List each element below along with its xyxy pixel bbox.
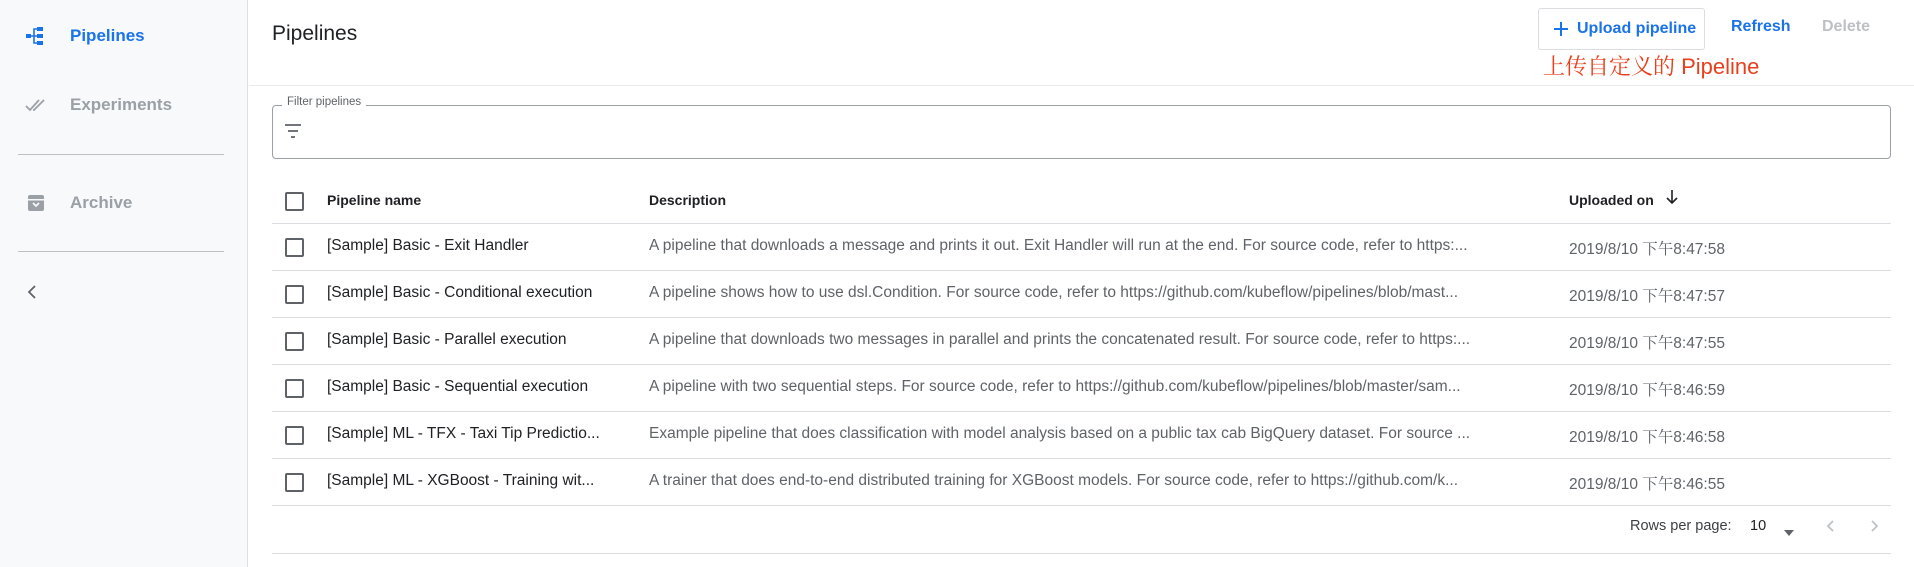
pipeline-description: A pipeline that downloads a message and prints it out. Exit Handler will run at the end. For source code, refer to https:... [649,237,1468,254]
annotation-text: 上传自定义的 Pipeline [1543,54,1760,79]
pipeline-description: A pipeline that downloads two messages in parallel and prints the concatenated result. For source code, refer to https:... [649,331,1471,348]
filter-input[interactable] [318,112,1878,152]
row-checkbox[interactable] [285,332,304,351]
rows-per-page-select[interactable]: 10 [1750,518,1767,534]
chevron-right-icon [1864,523,1884,540]
column-header-description[interactable]: Description [649,192,727,208]
row-checkbox[interactable] [285,473,304,492]
filter-icon [283,122,303,140]
delete-button[interactable]: Delete [1822,18,1871,35]
pipeline-uploaded-on: 2019/8/10 下午8:47:55 [1569,335,1725,352]
collapse-sidebar-button[interactable] [22,284,42,304]
sidebar-item-label: Pipelines [70,26,145,45]
experiments-icon [24,93,48,117]
pipelines-icon [24,24,48,48]
header-divider [249,85,1914,86]
pipeline-description: A trainer that does end-to-end distributed training for XGBoost models. For source code, refer to https://github.com/k... [649,472,1458,489]
row-checkbox[interactable] [285,426,304,445]
row-checkbox[interactable] [285,379,304,398]
dropdown-arrow-icon[interactable] [1784,523,1794,529]
sidebar [0,0,248,567]
pipeline-name-link[interactable]: [Sample] Basic - Exit Handler [327,237,529,254]
next-page-button[interactable] [1864,516,1884,536]
chevron-left-icon [27,285,37,304]
pipeline-uploaded-on: 2019/8/10 下午8:47:57 [1569,288,1725,305]
previous-page-button[interactable] [1821,516,1841,536]
row-checkbox[interactable] [285,238,304,257]
table-row[interactable] [272,271,1891,318]
upload-pipeline-button[interactable] [1538,8,1705,50]
rows-per-page-label: Rows per page: [1630,518,1732,534]
pipeline-name-link[interactable]: [Sample] Basic - Sequential execution [327,378,589,395]
pipeline-description: A pipeline with two sequential steps. For source code, refer to https://github.com/kubeflow/pipelines/blob/master/sam... [649,378,1461,395]
upload-pipeline-label: Upload pipeline [1577,20,1697,37]
table-row[interactable] [272,318,1891,365]
pipeline-uploaded-on: 2019/8/10 下午8:46:55 [1569,476,1725,493]
sidebar-item-pipelines[interactable] [0,14,248,58]
pipeline-name-link[interactable]: [Sample] Basic - Parallel execution [327,331,567,348]
sidebar-item-label: Archive [70,193,133,212]
column-header-uploaded[interactable]: Uploaded on [1569,192,1654,208]
pagination-bar [272,506,1891,554]
sidebar-item-experiments[interactable] [0,83,248,127]
arrow-down-icon[interactable] [1665,189,1679,205]
pipeline-name-link[interactable]: [Sample] ML - XGBoost - Training wit... [327,472,595,489]
pipeline-name-link[interactable]: [Sample] ML - TFX - Taxi Tip Predictio... [327,425,600,442]
sidebar-divider [18,251,224,252]
pipeline-uploaded-on: 2019/8/10 下午8:47:58 [1569,241,1725,258]
table-row[interactable] [272,412,1891,459]
refresh-button[interactable]: Refresh [1731,18,1791,35]
table-row[interactable] [272,224,1891,271]
chevron-left-icon [1821,523,1841,540]
table-header [272,177,1891,224]
page-title: Pipelines [272,22,358,45]
pipeline-description: A pipeline shows how to use dsl.Condition. For source code, refer to https://github.com/kubeflow/pipelines/blob/mast... [649,284,1459,301]
pipeline-uploaded-on: 2019/8/10 下午8:46:58 [1569,429,1725,446]
sidebar-item-label: Experiments [70,95,173,114]
sidebar-divider [18,154,224,155]
table-row[interactable] [272,365,1891,412]
sidebar-item-archive[interactable] [0,181,248,225]
pipeline-description: Example pipeline that does classification with model analysis based on a public tax cab BigQuery dataset. For source ... [649,425,1471,442]
column-header-name[interactable]: Pipeline name [327,192,422,208]
filter-label: Filter pipelines [282,96,366,108]
row-checkbox[interactable] [285,285,304,304]
pipeline-name-link[interactable]: [Sample] Basic - Conditional execution [327,284,593,301]
archive-icon [24,191,48,215]
plus-icon [1551,19,1571,39]
select-all-checkbox[interactable] [285,192,304,211]
pipeline-uploaded-on: 2019/8/10 下午8:46:59 [1569,382,1725,399]
table-row[interactable] [272,459,1891,506]
